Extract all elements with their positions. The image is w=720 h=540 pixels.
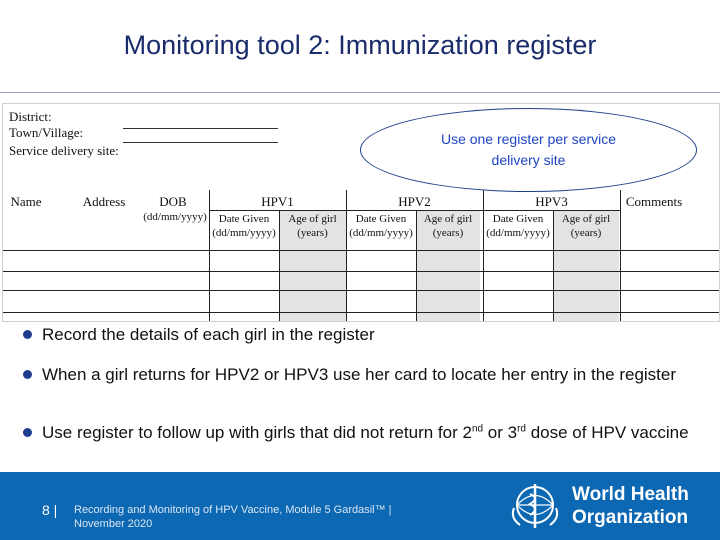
hpv1-date-given: Date Given (dd/mm/yyyy) <box>212 213 276 239</box>
title-divider <box>0 92 720 93</box>
grid-line <box>209 210 620 211</box>
who-emblem-icon <box>508 478 562 532</box>
col-address: Address <box>82 194 126 209</box>
bullet-text: When a girl returns for HPV2 or HPV3 use her card to locate her entry in the register <box>42 365 677 384</box>
bullet-dot <box>23 370 32 379</box>
bullet-text: Record the details of each girl in the register <box>42 325 375 344</box>
bullet-text: Use register to follow up with girls that did not return for 2nd or 3rd dose of HPV vaccine <box>42 423 689 442</box>
bullet-dot <box>23 330 32 339</box>
town-village-line <box>123 142 278 143</box>
callout-text: Use one register per service delivery site <box>440 131 617 168</box>
hpv3-date-given: Date Given (dd/mm/yyyy) <box>486 213 550 239</box>
hpv2-date-given: Date Given (dd/mm/yyyy) <box>349 213 413 239</box>
callout-ellipse <box>360 108 697 192</box>
district-label: District: <box>9 109 52 124</box>
grid-line <box>620 190 621 321</box>
hpv3-age-of-girl: Age of girl (years) <box>561 213 611 239</box>
grid-line <box>553 210 554 321</box>
service-delivery-site-label: Service delivery site: <box>9 143 119 158</box>
footer-caption: Recording and Monitoring of HPV Vaccine, Module 5 Gardasil™ | November 2020 <box>74 504 392 530</box>
grid-line <box>416 210 417 321</box>
hpv1-age-of-girl: Age of girl (years) <box>288 213 337 239</box>
district-line <box>123 128 278 129</box>
col-hpv1: HPV1 <box>261 194 294 209</box>
page-number: 8 | <box>42 502 58 518</box>
col-name: Name <box>10 194 42 209</box>
hpv2-age-of-girl: Age of girl (years) <box>423 213 473 239</box>
bullet-dot <box>23 428 32 437</box>
dob-format: (dd/mm/yyyy) <box>143 211 207 223</box>
town-village-label: Town/Village: <box>9 125 84 140</box>
col-dob: DOB <box>159 194 187 209</box>
col-hpv2: HPV2 <box>398 194 431 209</box>
footer-bar <box>0 472 720 540</box>
col-hpv3: HPV3 <box>535 194 568 209</box>
col-comments: Comments <box>625 194 683 209</box>
grid-line <box>279 210 280 321</box>
grid-line <box>3 290 719 291</box>
grid-line <box>3 250 719 251</box>
who-logo-text: World Health Organization <box>572 484 689 528</box>
slide-title: Monitoring tool 2: Immunization register <box>123 30 597 60</box>
grid-line <box>3 271 719 272</box>
grid-line <box>3 312 719 313</box>
